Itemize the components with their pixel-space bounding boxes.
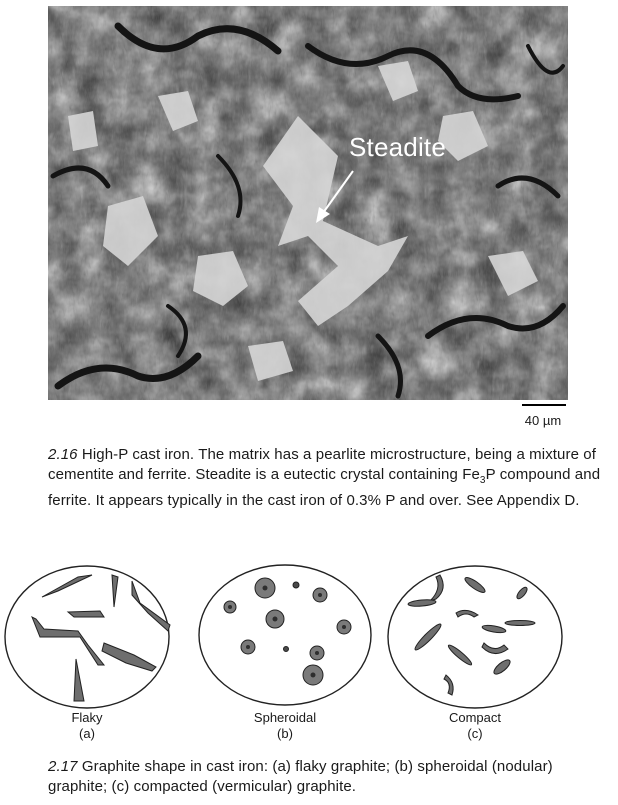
- steadite-label: Steadite: [349, 132, 447, 162]
- panel-c-label: [420, 710, 530, 742]
- scale-bar-label: 40 µm: [524, 413, 562, 428]
- figure-number: 2.16: [48, 446, 78, 463]
- figure-2-17-caption: [48, 757, 608, 797]
- figure-number: 2.17: [48, 758, 78, 775]
- micrograph-image: [48, 6, 568, 400]
- panel-b-letter: (b): [277, 726, 293, 741]
- panel-b-label: [230, 710, 340, 742]
- flaky-panel: [5, 566, 170, 708]
- graphite-shape-diagram: [0, 555, 618, 745]
- scale-bar: [520, 404, 566, 428]
- caption-text-part2: P compound and ferrite. It appears typically in the cast iron of 0.3% P and over. See Appendix D.: [48, 466, 601, 509]
- micrograph-texture: [48, 6, 568, 400]
- panel-c-letter: (c): [467, 726, 483, 741]
- caption-subscript: 3: [479, 475, 486, 486]
- caption-text-part1: High-P cast iron. The matrix has a pearlite microstructure, being a mixture of cementite and ferrite. Steadite is a eutectic crystal containing Fe: [48, 446, 597, 483]
- panel-a-name: Flaky: [71, 710, 103, 725]
- panel-b-name: Spheroidal: [253, 710, 317, 725]
- panel-a-letter: (a): [79, 726, 95, 741]
- compact-panel: [388, 566, 562, 708]
- caption-text: Graphite shape in cast iron: (a) flaky graphite; (b) spheroidal (nodular) graphite; (c) compacted (vermicular) graphite.: [48, 758, 553, 795]
- figure-2-16-caption: [48, 445, 608, 511]
- graphite-diagram-svg: [0, 555, 618, 715]
- panel-c-name: Compact: [448, 710, 502, 725]
- scale-bar-line: [522, 404, 566, 406]
- panel-a-label: [32, 710, 142, 742]
- spheroidal-panel: [199, 565, 371, 705]
